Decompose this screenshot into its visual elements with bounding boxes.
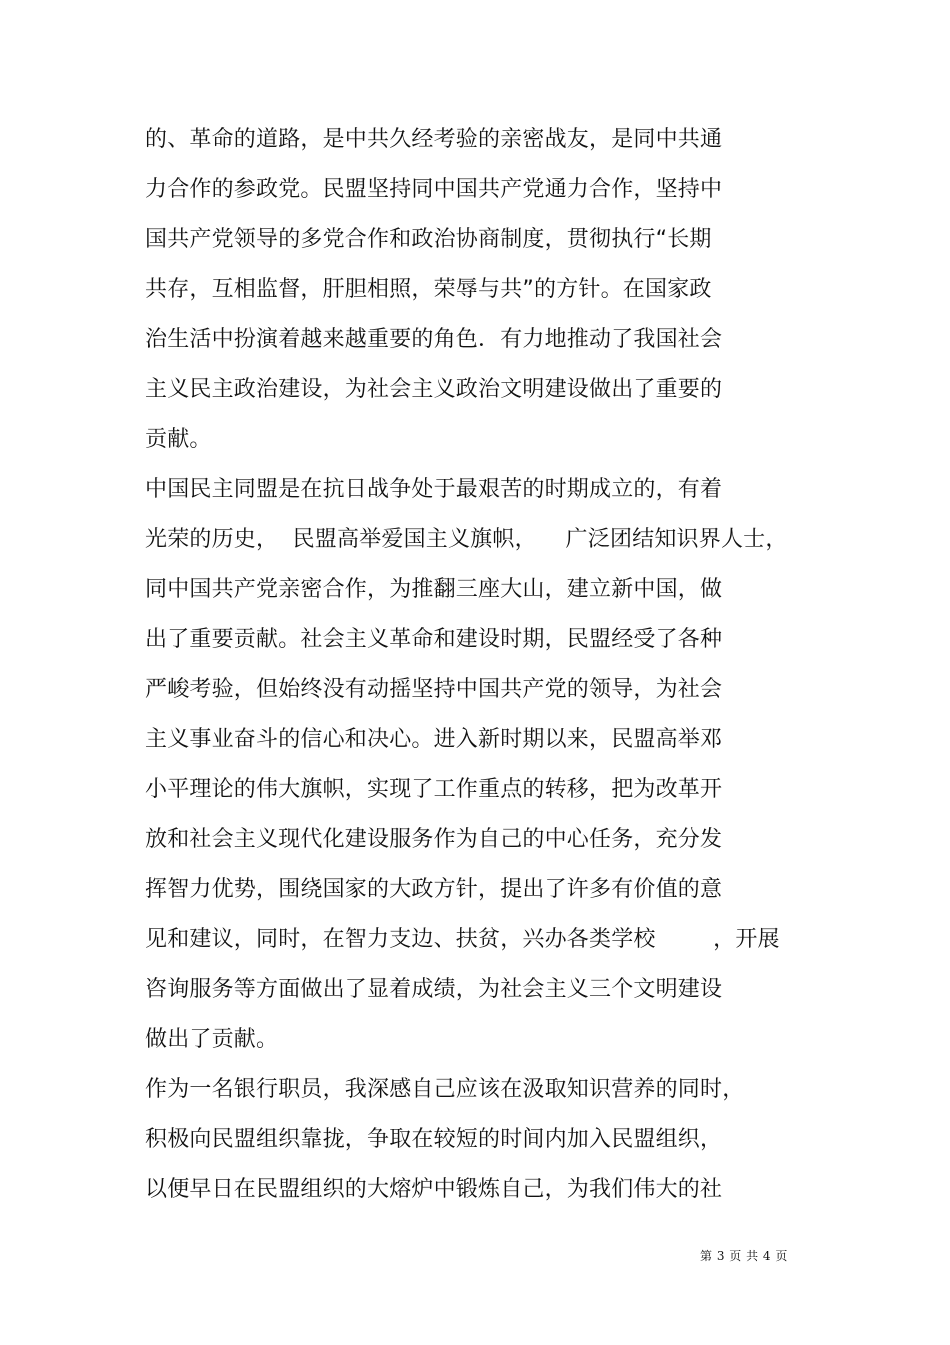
paragraph-2-line-1: 中国民主同盟是在抗日战争处于最艰苦的时期成立的，有着 bbox=[145, 477, 723, 502]
paragraph-2-line-3: 同中国共产党亲密合作，为推翻三座大山，建立新中国，做 bbox=[145, 577, 723, 602]
paragraph-1-line-1: 的、革命的道路，是中共久经考验的亲密战友，是同中共通 bbox=[145, 127, 723, 152]
paragraph-1-line-5: 治生活中扮演着越来越重要的角色．有力地推动了我国社会 bbox=[145, 327, 723, 352]
paragraph-1-line-2: 力合作的参政党。民盟坚持同中国共产党通力合作，坚持中 bbox=[145, 177, 723, 202]
paragraph-2-line-2: 光荣的历史， 民盟高举爱国主义旗帜， 广泛团结知识界人士， bbox=[145, 527, 788, 552]
paragraph-1-line-6: 主义民主政治建设，为社会主义政治文明建设做出了重要的 bbox=[145, 377, 723, 402]
paragraph-2-line-6: 主义事业奋斗的信心和决心。进入新时期以来，民盟高举邓 bbox=[145, 727, 723, 752]
paragraph-3-line-3: 以便早日在民盟组织的大熔炉中锻炼自己，为我们伟大的社 bbox=[145, 1177, 723, 1202]
paragraph-2-line-12: 做出了贡献。 bbox=[145, 1027, 279, 1052]
paragraph-1-line-4: 共存，互相监督，肝胆相照，荣辱与共”的方针。在国家政 bbox=[145, 277, 712, 302]
paragraph-3-line-2: 积极向民盟组织靠拢，争取在较短的时间内加入民盟组织， bbox=[145, 1127, 723, 1152]
paragraph-1-line-3: 国共产党领导的多党合作和政治协商制度，贯彻执行“长期 bbox=[145, 227, 712, 252]
paragraph-2-line-10: 见和建议，同时，在智力支边、扶贫，兴办各类学校 ，开展 bbox=[145, 927, 780, 952]
paragraph-1-line-7: 贡献。 bbox=[145, 427, 212, 452]
paragraph-2-line-7: 小平理论的伟大旗帜，实现了工作重点的转移，把为改革开 bbox=[145, 777, 723, 802]
paragraph-2-line-9: 挥智力优势，围绕国家的大政方针，提出了许多有价值的意 bbox=[145, 877, 723, 902]
paragraph-2-line-8: 放和社会主义现代化建设服务作为自己的中心任务，充分发 bbox=[145, 827, 723, 852]
paragraph-3-line-1: 作为一名银行职员，我深感自己应该在汲取知识营养的同时， bbox=[145, 1077, 745, 1102]
page-number-footer: 第 3 页 共 4 页 bbox=[700, 1249, 788, 1263]
paragraph-2-line-5: 严峻考验，但始终没有动摇坚持中国共产党的领导，为社会 bbox=[145, 677, 723, 702]
paragraph-2-line-4: 出了重要贡献。社会主义革命和建设时期，民盟经受了各种 bbox=[145, 627, 723, 652]
paragraph-2-line-11: 咨询服务等方面做出了显着成绩，为社会主义三个文明建设 bbox=[145, 977, 723, 1002]
